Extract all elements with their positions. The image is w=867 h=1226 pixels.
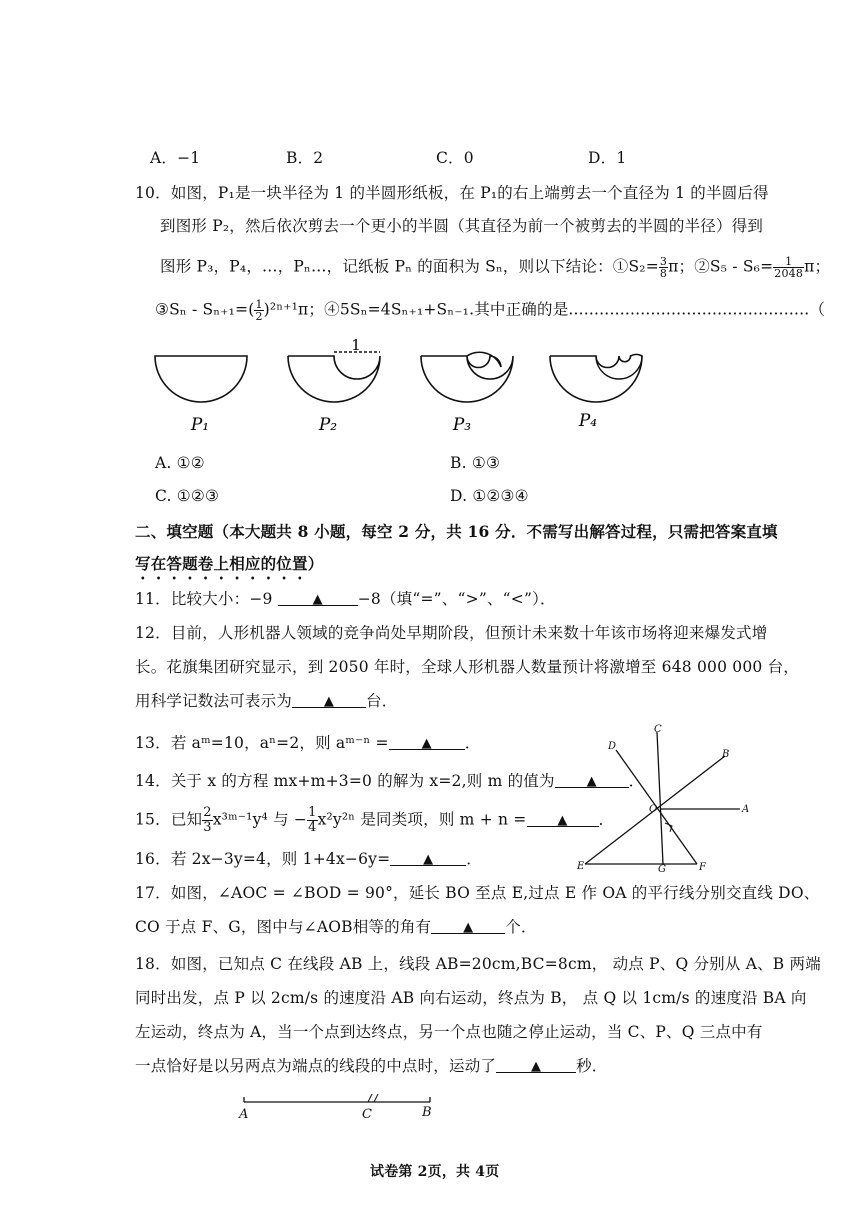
label-p2: P₂ — [318, 415, 338, 435]
answer-blank: ▲ — [496, 1056, 576, 1073]
answer-blank: ▲ — [389, 733, 465, 750]
q10-line4-text: ③Sₙ - Sₙ₊₁=( — [155, 300, 255, 319]
q10-line3 — [160, 256, 830, 279]
answer-blank: ▲ — [431, 917, 505, 934]
semicircle-figures — [140, 336, 680, 436]
q15-term1: x³ᵐ⁻¹y⁴ 与 − — [212, 810, 308, 829]
q10-line4-exp: )²ⁿ⁺¹π；④5Sₙ=4Sₙ₊₁+Sₙ₋₁.其中正确的是 — [263, 300, 569, 319]
segment-figure — [230, 1088, 450, 1122]
q15: 15．已知 $\frac{2}{3}$ x³ᵐ⁻¹y⁴ 与 − $\frac{1}{4}$ x²y²ⁿ 是同类项，则 m + n = ▲ ． — [135, 805, 615, 835]
q10-line2: 到图形 P₂，然后依次剪去一个更小的半圆（其直径为前一个被剪去的半圆的半径）得到 — [160, 217, 764, 235]
q10-line4-dots: ...............................................（ — [568, 300, 826, 319]
q11-text: 11．比较大小：−9 — [135, 590, 273, 608]
q10-line1: 10．如图，P₁是一块半径为 1 的半圆形纸板，在 P₁的右上端剪去一个直径为 1 的半圆后得 — [135, 184, 769, 202]
label-c: C — [362, 1107, 372, 1122]
section-heading-text: 写在答题卷上相应的位置） — [135, 554, 324, 573]
q9-option-b: B．2 — [286, 149, 324, 167]
q15-text: 15．已知 — [135, 810, 203, 829]
q14: 14．关于 x 的方程 mx+m+3=0 的解为 x=2,则 m 的值为 ▲ ． — [135, 772, 645, 790]
figure-p3 — [421, 352, 513, 402]
answer-blank: ▲ — [292, 691, 366, 708]
fraction: $\frac{1}{2}$ — [255, 298, 263, 323]
q11 — [135, 589, 556, 609]
q12-line3 — [135, 691, 397, 711]
label-a: A — [742, 804, 750, 815]
q10-line3-text: 图形 P₃，P₄，…，Pₙ…，记纸板 Pₙ 的面积为 Sₙ，则以下结论：①S₂= — [160, 257, 659, 276]
q14-text: 14．关于 x 的方程 mx+m+3=0 的解为 x=2,则 m 的值为 — [135, 772, 555, 790]
label-b: B — [722, 749, 730, 760]
q10-option-a: A. ①② — [155, 454, 205, 472]
q12-line1: 12．目前，人形机器人领域的竞争尚处早期阶段，但预计未来数十年该市场将迎来爆发式增 — [135, 624, 768, 642]
q10-option-b: B. ①③ — [450, 454, 501, 472]
label-o: O — [649, 804, 658, 815]
q11-text-end: −8（填“=”、“>”、“<”）． — [357, 590, 556, 608]
q17-text: CO 于点 F、G，图中与∠AOB相等的角有 — [135, 918, 432, 936]
fraction: $\frac{3}{8}$ — [659, 255, 668, 280]
answer-blank: ▲ — [527, 810, 599, 827]
q16: 16．若 2x−3y=4，则 1+4x−6y= ▲ ． — [135, 850, 482, 868]
label-p4: P₄ — [578, 411, 598, 431]
q10-line3-end: π； — [804, 257, 831, 276]
fraction: $\frac{1}{2048}$ — [774, 255, 804, 280]
dimension-label: 1 — [351, 336, 361, 354]
answer-blank: ▲ — [390, 849, 466, 866]
q15-term2: x²y²ⁿ 是同类项，则 m + n = — [317, 810, 527, 829]
q12-text-end: 台． — [366, 692, 398, 710]
fraction: $\frac{1}{4}$ — [308, 805, 317, 835]
label-g: G — [658, 864, 666, 875]
label-b: B — [422, 1105, 432, 1120]
q18-text-end: 秒． — [576, 1057, 608, 1075]
answer-blank: ▲ — [278, 589, 358, 606]
q17-line2 — [135, 917, 537, 937]
q18-line3: 左运动，终点为 A，当一个点到达终点，另一个点也随之停止运动，当 C、P、Q 三点中有 — [135, 1023, 763, 1041]
q17-text-end: 个． — [505, 918, 537, 936]
q18-text: 一点恰好是以另两点为端点的线段的中点时，运动了 — [135, 1057, 497, 1075]
line-cg — [657, 732, 663, 864]
label-p1: P₁ — [190, 415, 210, 435]
section-heading: 二、填空题（本大题共 8 小题，每空 2 分，共 16 分．不需写出解答过程，只需把答案直填 — [135, 522, 778, 541]
q13: 13．若 aᵐ=10，aⁿ=2，则 aᵐ⁻ⁿ = ▲ ． — [135, 734, 481, 752]
page-footer: 试卷第 2页，共 4页 — [370, 1164, 500, 1180]
section-heading-line2 — [135, 554, 323, 583]
q17-line1: 17．如图，∠AOC = ∠BOD = 90°，延长 BO 至点 E,过点 E 作 OA 的平行线分别交直线 DO、 — [135, 884, 820, 902]
figure-p2 — [288, 356, 380, 402]
label-f: F — [699, 862, 706, 873]
label-e: E — [577, 861, 585, 872]
q12-line2: 长。花旗集团研究显示，到 2050 年时，全球人形机器人数量预计将激增至 648 000 000 台， — [135, 658, 799, 676]
q9-option-d: D．1 — [588, 149, 627, 167]
figure-p1 — [155, 356, 247, 402]
q18-line4 — [135, 1056, 608, 1076]
label-p3: P₃ — [452, 415, 472, 435]
label-d: D — [608, 741, 617, 752]
q10-line3-mid: π；②S₅ - S₆= — [668, 257, 774, 276]
label-c: C — [654, 724, 662, 735]
q13-text: 13．若 aᵐ=10，aⁿ=2，则 aᵐ⁻ⁿ = — [135, 734, 389, 752]
fraction: $\frac{2}{3}$ — [203, 805, 212, 835]
q16-text: 16．若 2x−3y=4，则 1+4x−6y= — [135, 850, 391, 868]
angle-figure — [570, 720, 765, 878]
label-a: A — [239, 1107, 249, 1122]
answer-blank: ▲ — [555, 771, 629, 788]
q12-text: 用科学记数法可表示为 — [135, 692, 293, 710]
q10-option-d: D. ①②③④ — [450, 487, 529, 505]
q10-line4 — [155, 299, 825, 322]
q10-option-c: C. ①②③ — [155, 487, 220, 505]
q18-line1: 18．如图，已知点 C 在线段 AB 上，线段 AB=20cm,BC=8cm， 动点 P、Q 分别从 A、B 两端 — [135, 955, 821, 973]
q9-option-a: A．−1 — [150, 149, 201, 167]
q9-option-c: C．0 — [436, 149, 474, 167]
q18-line2: 同时出发，点 P 以 2cm/s 的速度沿 AB 向右运动，终点为 B， 点 Q 以 1cm/s 的速度沿 BA 向 — [135, 989, 807, 1007]
